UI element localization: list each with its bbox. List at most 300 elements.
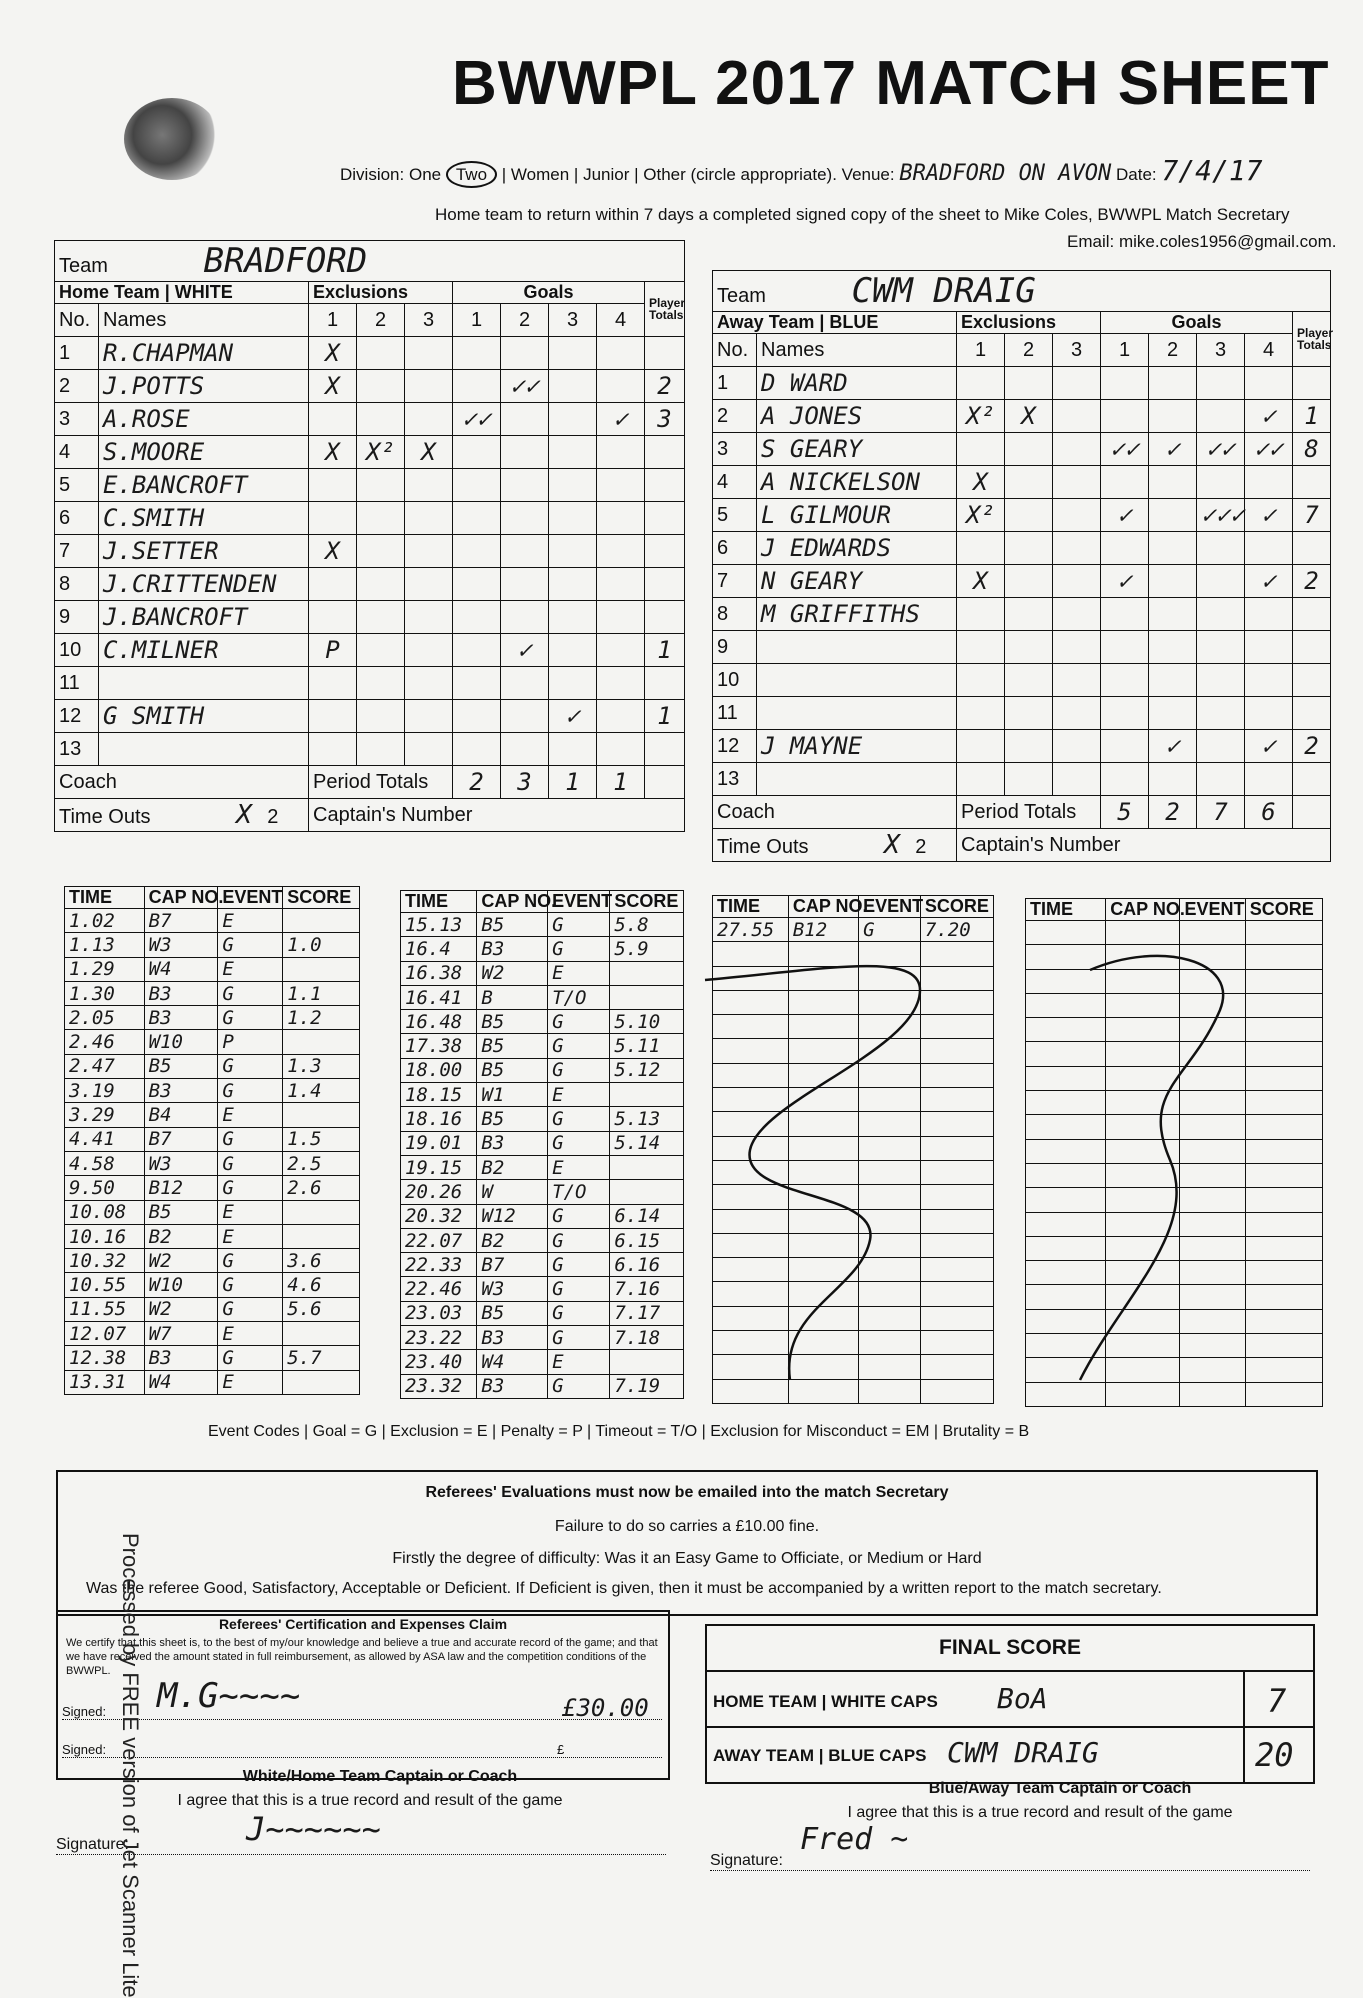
home-no-label: No. <box>55 304 99 337</box>
home-player-row <box>55 634 685 667</box>
event-codes-legend: Event Codes | Goal = G | Exclusion = E | Penalty = P | Timeout = T/O | Exclusion for Misconduct = EM | Brutality = B <box>208 1423 1030 1440</box>
away-exclusion-cell <box>1005 631 1053 664</box>
home-goal-cell: ✓ <box>597 403 645 436</box>
event-log-table-1 <box>64 886 360 1395</box>
home-timeouts-label: Time Outs <box>59 806 151 828</box>
home-goal-cell <box>453 568 501 601</box>
home-player-totals-label: Player Totals <box>645 282 685 337</box>
home-exclusion-cell <box>357 403 405 436</box>
away-player-total: 2 <box>1293 730 1331 763</box>
event-cell-score <box>283 909 360 933</box>
away-player-number: 2 <box>713 400 757 433</box>
away-goal-cell <box>1149 367 1197 400</box>
home-exclusion-cell <box>405 634 453 667</box>
away-player-name: M GRIFFITHS <box>757 598 957 631</box>
home-goal-cell <box>453 370 501 403</box>
event-row <box>65 1079 360 1103</box>
event-cell-score <box>283 1370 360 1394</box>
event-header-score: SCORE <box>283 887 360 909</box>
home-exclusion-cell <box>405 502 453 535</box>
home-goal-cell <box>501 502 549 535</box>
event-cell-event: G <box>548 1010 610 1034</box>
home-goal-cell <box>453 733 501 766</box>
away-player-number: 1 <box>713 367 757 400</box>
away-player-total <box>1293 532 1331 565</box>
away-exclusion-cell: X <box>957 565 1005 598</box>
event-row <box>401 1277 684 1301</box>
away-team-label: Team <box>717 285 766 307</box>
away-exclusion-cell <box>1053 400 1101 433</box>
final-score-away-score: 20 <box>1255 1736 1294 1774</box>
home-goal-cell: ✓ <box>501 634 549 667</box>
away-player-row <box>713 565 1331 598</box>
away-player-total <box>1293 697 1331 730</box>
event-row <box>65 1127 360 1151</box>
event-cell-time: 23.32 <box>401 1374 477 1398</box>
away-goal-cell <box>1245 697 1293 730</box>
home-player-total <box>645 667 685 700</box>
event-cell-score <box>1245 921 1322 945</box>
event-cell-cap: W4 <box>477 1350 548 1374</box>
event-row <box>65 1030 360 1054</box>
away-player-number: 7 <box>713 565 757 598</box>
away-goal-cell <box>1101 664 1149 697</box>
event-cell-event: E <box>218 1103 283 1127</box>
event-cell-score: 5.10 <box>610 1010 684 1034</box>
away-names-label: Names <box>757 334 957 367</box>
event-cell-score: 5.14 <box>610 1131 684 1155</box>
home-goal-cell <box>453 634 501 667</box>
home-player-row <box>55 469 685 502</box>
home-goal-cell <box>501 436 549 469</box>
away-timeouts-value: X <box>884 830 900 860</box>
home-exclusion-cell: X <box>309 535 357 568</box>
away-exclusion-cell <box>1053 367 1101 400</box>
event-cell-event: P <box>218 1030 283 1054</box>
home-exclusion-cell <box>405 337 453 370</box>
away-player-row <box>713 697 1331 730</box>
event-cell-event: G <box>218 933 283 957</box>
home-exclusion-cell <box>309 667 357 700</box>
event-cell-time: 27.55 <box>713 918 789 942</box>
event-cell-time: 18.00 <box>401 1058 477 1082</box>
away-player-total <box>1293 367 1331 400</box>
home-exclusion-cell <box>309 700 357 733</box>
home-goal-cell <box>453 601 501 634</box>
event-row <box>65 1370 360 1394</box>
event-cell-score: 1.2 <box>283 1006 360 1030</box>
event-row <box>65 933 360 957</box>
home-exclusion-cell <box>405 667 453 700</box>
event-cell-score: 1.4 <box>283 1079 360 1103</box>
home-player-name: C.MILNER <box>99 634 309 667</box>
event-row <box>401 985 684 1009</box>
event-row <box>713 918 994 942</box>
event-cell-event: G <box>548 1204 610 1228</box>
event-cell-score <box>610 961 684 985</box>
event-cell-score: 1.3 <box>283 1054 360 1078</box>
away-player-total <box>1293 466 1331 499</box>
home-exclusion-cell <box>309 469 357 502</box>
away-team-heading: Away Team | BLUE <box>713 312 957 334</box>
away-goal-cell <box>1101 400 1149 433</box>
final-score-heading: FINAL SCORE <box>939 1636 1081 1659</box>
event-cell-cap: B3 <box>144 981 218 1005</box>
event-cell-time: 2.05 <box>65 1006 145 1030</box>
home-player-name <box>99 667 309 700</box>
away-player-row <box>713 631 1331 664</box>
event-cell-score: 1.1 <box>283 981 360 1005</box>
event-cell-score <box>283 1030 360 1054</box>
event-cell-score: 1.5 <box>283 1127 360 1151</box>
event-cell-cap: W7 <box>144 1322 218 1346</box>
home-captain-signature-label: Signature: <box>56 1836 129 1853</box>
event-cell-event: G <box>548 1253 610 1277</box>
home-player-name: J.BANCROFT <box>99 601 309 634</box>
home-player-total <box>645 436 685 469</box>
away-player-number: 11 <box>713 697 757 730</box>
home-player-name: J.POTTS <box>99 370 309 403</box>
event-row <box>65 1200 360 1224</box>
event-header-event: EVENT <box>548 891 610 913</box>
event-cell-cap: B5 <box>144 1054 218 1078</box>
home-exclusion-cell <box>309 601 357 634</box>
event-header-time: TIME <box>1026 899 1106 921</box>
away-player-total <box>1293 763 1331 796</box>
referees-eval-grade: Was the referee Good, Satisfactory, Acceptable or Deficient. If Deficient is given, then it must be accompanied by a written report to the match secretary. <box>86 1580 1162 1597</box>
event-cell-time: 10.32 <box>65 1249 145 1273</box>
home-exclusion-cell <box>357 667 405 700</box>
event-cell-time: 12.38 <box>65 1346 145 1370</box>
event-header-time: TIME <box>65 887 145 909</box>
home-goal-cell <box>597 370 645 403</box>
home-goal-cell: ✓ <box>549 700 597 733</box>
away-player-number: 10 <box>713 664 757 697</box>
away-goal-cell <box>1245 367 1293 400</box>
home-player-number: 7 <box>55 535 99 568</box>
event-cell-cap: B5 <box>477 913 548 937</box>
home-goal-cell <box>549 403 597 436</box>
away-player-name: J MAYNE <box>757 730 957 763</box>
event-cell-time: 4.41 <box>65 1127 145 1151</box>
home-captain-signature: J~~~~~~ <box>246 1810 381 1848</box>
home-exclusion-cell: X <box>309 337 357 370</box>
home-goal-cell <box>597 700 645 733</box>
home-player-row <box>55 502 685 535</box>
away-goal-cell <box>1197 598 1245 631</box>
event-cell-event: G <box>218 1346 283 1370</box>
home-goal-cell <box>597 535 645 568</box>
home-player-row <box>55 337 685 370</box>
event-cell-score: 6.14 <box>610 1204 684 1228</box>
home-exclusion-cell <box>405 700 453 733</box>
event-cell-score: 6.16 <box>610 1253 684 1277</box>
away-goal-cell <box>1101 598 1149 631</box>
home-goal-cell <box>597 469 645 502</box>
away-exclusion-cell <box>1005 598 1053 631</box>
home-goal-cell <box>597 502 645 535</box>
home-team-table: Team BRADFORD Home Team | WHITE Exclusions Goals Player Totals No. Names 1 2 3 1 2 3 4 1 R.CHAPMAN X 2 J.POTTS X ✓✓ 2 3 A.ROSE ✓✓ ✓ 3 4 S.MOORE X X² X 5 E.BANCROFT 6 C.SMITH 7 J.SETTER X 8 J.CRITTENDEN 9 J.BANCROFT 10 C.MILNER P ✓ 1 11 12 G SMITH ✓ 1 13 Coach Period Totals 2 3 1 1 Time Outs X 2 Captain's Number <box>54 240 685 832</box>
home-player-total <box>645 535 685 568</box>
home-player-row <box>55 601 685 634</box>
event-cell-cap: W4 <box>144 1370 218 1394</box>
event-cell-time: 10.08 <box>65 1200 145 1224</box>
event-cell-event: G <box>548 1326 610 1350</box>
division-option-other: Other (circle appropriate). <box>643 165 837 184</box>
date-label: Date: <box>1116 165 1157 184</box>
event-cell-event: E <box>548 1083 610 1107</box>
event-cell-event: G <box>548 1034 610 1058</box>
event-cell-time: 22.33 <box>401 1253 477 1277</box>
event-cell-time: 2.47 <box>65 1054 145 1078</box>
event-cell-event: G <box>218 1297 283 1321</box>
away-player-name: A JONES <box>757 400 957 433</box>
home-goal-cell <box>501 337 549 370</box>
referees-eval-difficulty: Firstly the degree of difficulty: Was it an Easy Game to Officiate, or Medium or Hard <box>392 1550 982 1567</box>
home-period-total-3: 1 <box>549 766 597 799</box>
away-goal-cell <box>1149 400 1197 433</box>
home-captain-signature-line <box>56 1810 666 1855</box>
away-exclusion-cell <box>957 763 1005 796</box>
home-player-total <box>645 601 685 634</box>
home-goal-cell <box>597 634 645 667</box>
away-exclusions-label: Exclusions <box>957 312 1101 334</box>
event-cell-score: 2.5 <box>283 1151 360 1175</box>
away-player-total: 8 <box>1293 433 1331 466</box>
event-cell-event: G <box>218 1079 283 1103</box>
event-cell-cap: W4 <box>144 957 218 981</box>
home-player-name <box>99 733 309 766</box>
event-header-score: SCORE <box>610 891 684 913</box>
away-player-row <box>713 532 1331 565</box>
home-period-total-1: 2 <box>453 766 501 799</box>
event-row <box>401 1350 684 1374</box>
home-player-name: C.SMITH <box>99 502 309 535</box>
away-exclusion-cell <box>1053 532 1101 565</box>
event-row <box>65 1224 360 1248</box>
home-goal-cell <box>453 535 501 568</box>
away-exclusion-cell <box>1053 730 1101 763</box>
event-log-table-2 <box>400 890 684 1399</box>
away-team-table: Team CWM DRAIG Away Team | BLUE Exclusions Goals Player Totals No. Names 1 2 3 1 2 3 4 1 D WARD 2 A JONES X² X ✓ 1 3 S GEARY ✓✓ ✓ ✓✓ ✓✓ 8 4 A NICKELSON X 5 L GILMOUR X² ✓ ✓✓✓ ✓ 7 6 J EDWARDS 7 N GEARY X ✓ ✓ 2 8 M GRIFFITHS 9 10 11 12 J MAYNE ✓ ✓ 2 13 Coach Period Totals 5 2 7 6 Time Outs X 2 Captain's Number <box>712 270 1331 862</box>
event-cell-score <box>283 1224 360 1248</box>
expense-currency-2: £ <box>557 1742 565 1757</box>
away-exclusion-cell <box>1005 763 1053 796</box>
home-player-row <box>55 667 685 700</box>
home-exclusion-cell: P <box>309 634 357 667</box>
home-player-number: 6 <box>55 502 99 535</box>
event-cell-event: E <box>218 1200 283 1224</box>
event-cell-time: 16.4 <box>401 937 477 961</box>
home-coach-label: Coach <box>55 766 309 799</box>
final-score-away-name: CWM DRAIG <box>947 1736 1099 1769</box>
certification-box <box>56 1610 670 1780</box>
home-goal-cell <box>549 337 597 370</box>
event-cell-time: 9.50 <box>65 1176 145 1200</box>
signed-label-1: Signed: <box>62 1704 107 1719</box>
event-cell-event: T/O <box>548 1180 610 1204</box>
home-player-total <box>645 733 685 766</box>
event-cell-time: 4.58 <box>65 1151 145 1175</box>
event-header-time: TIME <box>713 896 789 918</box>
event-cell-event: G <box>859 918 921 942</box>
home-goal-cell: ✓✓ <box>501 370 549 403</box>
away-goal-cell <box>1197 400 1245 433</box>
away-player-number: 3 <box>713 433 757 466</box>
division-option-two: Two <box>446 161 497 188</box>
home-exclusion-cell: X <box>309 370 357 403</box>
event-cell-cap <box>1106 921 1180 945</box>
home-team-label: Team <box>59 255 108 277</box>
event-header-score: SCORE <box>1245 899 1322 921</box>
home-exclusion-cell <box>309 733 357 766</box>
away-player-name <box>757 631 957 664</box>
event-cell-cap: B4 <box>144 1103 218 1127</box>
event-cell-event: G <box>548 1131 610 1155</box>
referees-evaluation-box <box>56 1470 1318 1616</box>
away-goals-label: Goals <box>1101 312 1293 334</box>
division-option-women: Women <box>510 165 570 184</box>
away-player-name: L GILMOUR <box>757 499 957 532</box>
away-player-number: 9 <box>713 631 757 664</box>
away-player-number: 13 <box>713 763 757 796</box>
event-row <box>401 1107 684 1131</box>
home-period-total-4: 1 <box>597 766 645 799</box>
home-player-name: J.CRITTENDEN <box>99 568 309 601</box>
void-scribble <box>700 960 1340 1400</box>
away-goal-cell: ✓✓ <box>1245 433 1293 466</box>
certification-text: We certify that this sheet is, to the best of my/our knowledge and believe a true and accurate record of the game; and that we have received the amount stated in full reimbursement, as allowed by ASA law and the competition conditions of the BWWPL. <box>66 1637 658 1677</box>
away-goal-cell <box>1101 697 1149 730</box>
home-team-name: BRADFORD <box>203 241 368 281</box>
event-cell-event: G <box>218 1249 283 1273</box>
event-cell-score: 5.12 <box>610 1058 684 1082</box>
away-period-total-3: 7 <box>1197 796 1245 829</box>
event-cell-cap: W1 <box>477 1083 548 1107</box>
away-player-row <box>713 367 1331 400</box>
event-cell-event: T/O <box>548 985 610 1009</box>
home-goal-cell <box>453 436 501 469</box>
away-goal-cell <box>1149 499 1197 532</box>
event-header-score: SCORE <box>920 896 993 918</box>
final-score-away-label: AWAY TEAM | BLUE CAPS <box>713 1746 927 1765</box>
event-cell-score: 5.11 <box>610 1034 684 1058</box>
home-exclusion-cell <box>357 601 405 634</box>
event-cell-event: E <box>218 909 283 933</box>
home-exclusion-cell <box>357 568 405 601</box>
event-cell-time: 18.16 <box>401 1107 477 1131</box>
home-player-row <box>55 568 685 601</box>
home-player-row <box>55 403 685 436</box>
event-cell-cap: W3 <box>144 1151 218 1175</box>
event-cell-time: 12.07 <box>65 1322 145 1346</box>
away-exclusion-cell: X² <box>957 499 1005 532</box>
division-option-junior: Junior <box>583 165 630 184</box>
away-goal-cell <box>1197 565 1245 598</box>
home-goal-cell <box>501 568 549 601</box>
event-cell-score: 4.6 <box>283 1273 360 1297</box>
home-exclusions-label: Exclusions <box>309 282 453 304</box>
event-cell-score: 7.20 <box>920 918 993 942</box>
home-player-name: G SMITH <box>99 700 309 733</box>
away-exclusion-cell: X² <box>957 400 1005 433</box>
home-player-row <box>55 370 685 403</box>
event-cell-time: 19.15 <box>401 1155 477 1179</box>
event-cell-time: 16.38 <box>401 961 477 985</box>
event-row <box>401 1204 684 1228</box>
event-cell-cap: B5 <box>477 1034 548 1058</box>
event-cell-time: 2.46 <box>65 1030 145 1054</box>
event-cell-cap: B3 <box>477 1131 548 1155</box>
home-exclusion-cell <box>357 535 405 568</box>
event-cell-event: G <box>218 1127 283 1151</box>
home-goal-cell <box>453 700 501 733</box>
away-exclusion-cell <box>1053 631 1101 664</box>
event-cell-event: G <box>548 1107 610 1131</box>
away-exclusion-cell <box>1053 433 1101 466</box>
event-cell-score: 5.6 <box>283 1297 360 1321</box>
event-cell-time: 22.46 <box>401 1277 477 1301</box>
event-cell-event: G <box>218 1151 283 1175</box>
event-cell-cap: B12 <box>144 1176 218 1200</box>
home-exclusion-cell <box>405 535 453 568</box>
event-cell-cap: W10 <box>144 1030 218 1054</box>
event-cell-event: G <box>548 1228 610 1252</box>
event-row <box>1026 921 1323 945</box>
event-cell-cap: W10 <box>144 1273 218 1297</box>
away-exclusion-cell <box>1053 763 1101 796</box>
home-exclusion-cell <box>405 568 453 601</box>
event-cell-cap: B3 <box>144 1079 218 1103</box>
division-line: Division: One Two | Women | Junior | Other (circle appropriate). Venue: BRADFORD ON AVON Date: 7/4/17 <box>340 154 1263 187</box>
home-player-number: 12 <box>55 700 99 733</box>
event-row <box>65 1176 360 1200</box>
event-header-cap: CAP NO. <box>477 891 548 913</box>
away-goal-cell <box>1197 631 1245 664</box>
home-player-total: 3 <box>645 403 685 436</box>
event-row <box>401 1180 684 1204</box>
home-exclusion-cell <box>357 700 405 733</box>
away-exclusion-cell <box>1005 499 1053 532</box>
event-cell-event: E <box>218 1370 283 1394</box>
away-exclusion-cell <box>1053 565 1101 598</box>
away-goal-cell <box>1149 466 1197 499</box>
away-exclusion-cell <box>957 664 1005 697</box>
page-title: BWWPL 2017 MATCH SHEET <box>452 49 1330 118</box>
home-captains-number-label: Captain's Number <box>309 799 685 832</box>
home-player-number: 5 <box>55 469 99 502</box>
event-row <box>65 1346 360 1370</box>
away-period-total-4: 6 <box>1245 796 1293 829</box>
away-player-totals-label: Player Totals <box>1293 312 1331 367</box>
home-player-number: 13 <box>55 733 99 766</box>
home-goal-cell <box>549 370 597 403</box>
home-player-row <box>55 700 685 733</box>
event-row <box>65 909 360 933</box>
event-cell-score: 5.13 <box>610 1107 684 1131</box>
away-goal-cell <box>1101 730 1149 763</box>
event-cell-event: G <box>548 937 610 961</box>
away-goal-cell <box>1197 367 1245 400</box>
event-row <box>65 957 360 981</box>
away-exclusion-cell <box>1005 664 1053 697</box>
home-exclusion-cell <box>357 502 405 535</box>
return-note: Home team to return within 7 days a completed signed copy of the sheet to Mike Coles, BWWPL Match Secretary <box>435 205 1290 224</box>
away-player-name: N GEARY <box>757 565 957 598</box>
event-row <box>401 1131 684 1155</box>
event-cell-time: 18.15 <box>401 1083 477 1107</box>
away-player-total: 2 <box>1293 565 1331 598</box>
